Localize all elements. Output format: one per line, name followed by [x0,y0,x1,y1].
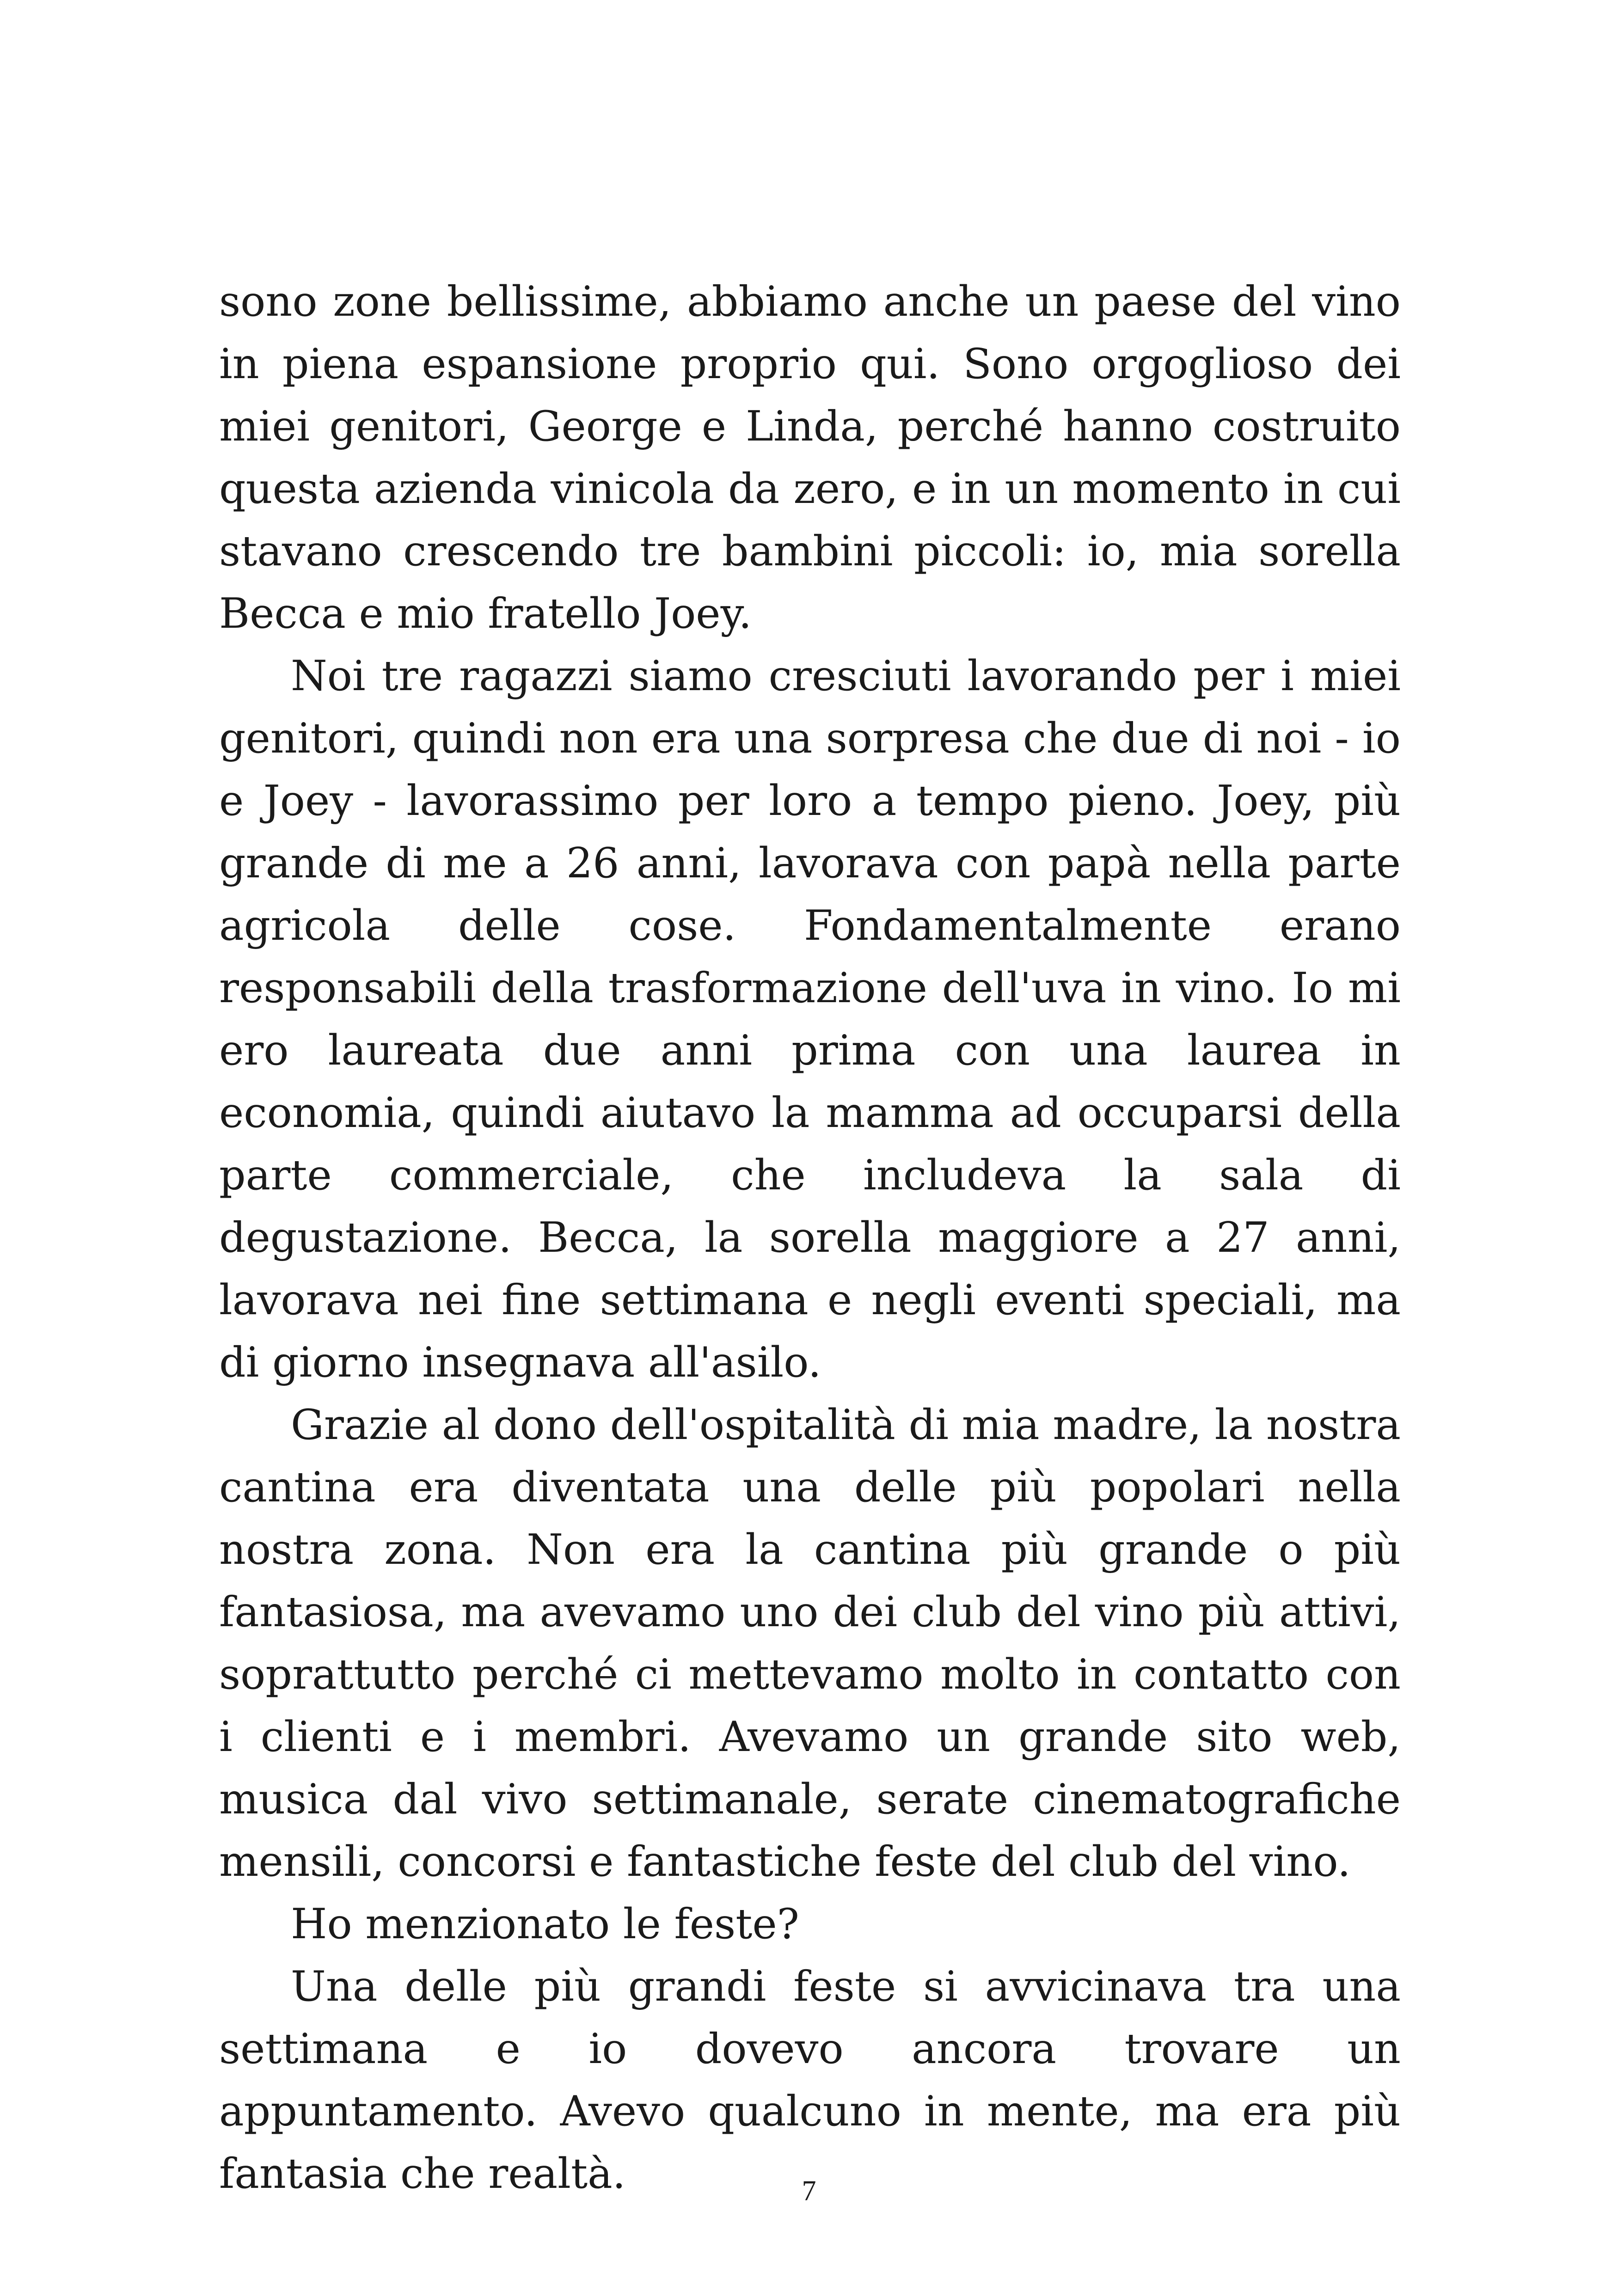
paragraph-1: sono zone bellissime, abbiamo anche un paese del vino in piena espansione proprio qui. Sono orgoglioso dei miei genitori, George e Linda, perché hanno costruito questa azienda vinicola da zero, e in un momento in cui stavano crescendo tre bambini piccoli: io, mia sorella Becca e mio fratello Joey. [219,277,1401,638]
paragraph-3: Grazie al dono dell'ospitalità di mia madre, la nostra cantina era diventata una delle più popolari nella nostra zona. Non era la cantina più grande o più fantasiosa, ma avevamo uno dei club del vino più attivi, soprattutto perché ci mettevamo molto in contatto con i clienti e i membri. Avevamo un grande sito web, musica dal vivo settimanale, serate cinematografiche mensili, concorsi e fantastiche feste del club del vino. [219,1401,1401,1886]
paragraph-4: Ho menzionato le feste? [291,1900,799,1948]
page-body [219,270,1401,2205]
paragraph-2: Noi tre ragazzi siamo cresciuti lavorando per i miei genitori, quindi non era una sorpresa che due di noi - io e Joey - lavorassimo per loro a tempo pieno. Joey, più grande di me a 26 anni, lavorava con papà nella parte agricola delle cose. Fondamentalmente erano responsabili della trasformazione dell'uva in vino. Io mi ero laureata due anni prima con una laurea in economia, quindi aiutavo la mamma ad occuparsi della parte commerciale, che includeva la sala di degustazione. Becca, la sorella maggiore a 27 anni, lavorava nei fine settimana e negli eventi speciali, ma di giorno insegnava all'asilo. [219,652,1401,1387]
paragraph-5: Una delle più grandi feste si avvicinava tra una settimana e io dovevo ancora trovare un appuntamento. Avevo qualcuno in mente, ma era più fantasia che realtà. [219,1962,1401,2198]
page-number: 7 [802,2175,816,2207]
